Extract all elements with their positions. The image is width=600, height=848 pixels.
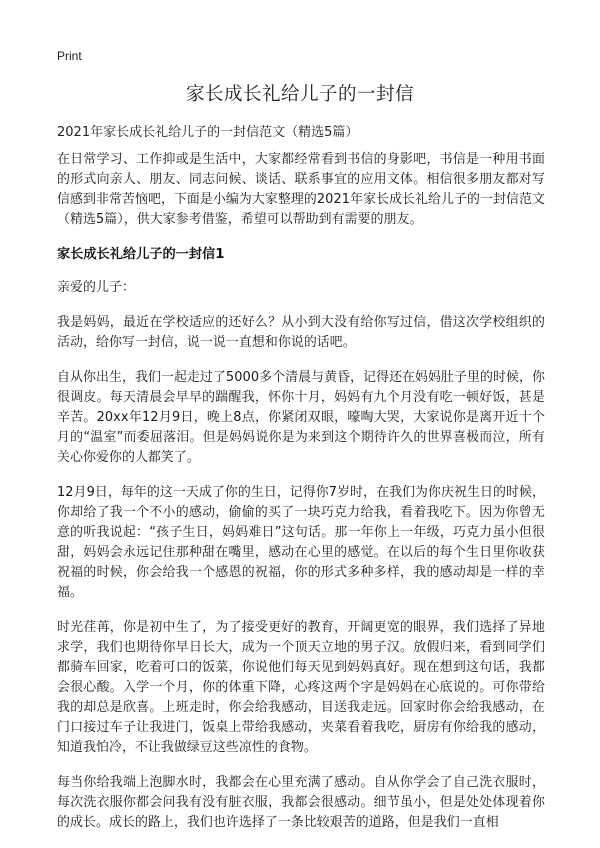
letter-paragraph: 自从你出生，我们一起走过了5000多个清晨与黄昏，记得还在妈妈肚子里的时候，你很调皮。每天清晨会早早的踹醒我，怀你十月，妈妈有九个月没有吃一顿好饭，甚是辛苦。20xx年12月9日，晚上8点，你紧闭双眼，嚎啕大哭，大家说你是离开近十个月的“温室”而委屈落泪。但是妈妈说你是为来到这个期待许久的世界喜极而泣，所有关心你爱你的人都笑了。 bbox=[57, 370, 545, 465]
letter-paragraph: 12月9日，每年的这一天成了你的生日，记得你7岁时，在我们为你庆祝生日的时候，你却给了我一个不小的感动，偷偷的买了一块巧克力给我，看着我吃下。因为你曾无意的听我说起：“孩子生日，妈妈难日”这句话。那一年你上一年级，巧克力虽小但很甜，妈妈会永远记住那种甜在嘴里，感动在心里的感觉。在以后的每个生日里你收获祝福的时候，你会给我一个感恩的祝福，你的形式多种多样，我的感动却是一样的幸福。 bbox=[57, 485, 545, 600]
letter-paragraph: 每当你给我端上泡脚水时，我都会在心里充满了感动。自从你学会了自己洗衣服时，每次洗衣服你都会问我有没有脏衣服，我都会很感动。细节虽小，但是处处体现着你的成长。成长的路上，我们也许选择了一条比较艰苦的道路，但是我们一直相 bbox=[57, 775, 545, 830]
letter-paragraph: 时光荏苒，你是初中生了，为了接受更好的教育，开阔更宽的眼界，我们选择了异地求学，我们也期待你早日长大，成为一个顶天立地的男子汉。放假归来，看到同学们都骑车回家，吃着可口的饭菜，你说他们每天见到妈妈真好。现在想到这句话，我都会很心酸。入学一个月，你的体重下降，心疼这两个字是妈妈在心底说的。可你带给我的却总是欣喜。上班走时，你会给我感动，目送我走远。回家时你会给我感动，在门口接过车子让我进门，饭桌上带给我感动，夹菜看着我吃，厨房有你给我的感动，知道我怕冷，不让我做绿豆这些凉性的食物。 bbox=[57, 620, 545, 755]
document-subtitle: 2021年家长成长礼给儿子的一封信范文（精选5篇） bbox=[57, 125, 359, 140]
section-heading: 家长成长礼给儿子的一封信1 bbox=[57, 247, 225, 262]
print-link[interactable]: Print bbox=[57, 49, 82, 63]
document-body bbox=[57, 150, 545, 848]
letter-greeting: 亲爱的儿子： bbox=[57, 280, 135, 295]
document-title: 家长成长礼给儿子的一封信 bbox=[185, 84, 414, 105]
letter-paragraph: 我是妈妈，最近在学校适应的还好么？从小到大没有给你写过信，借这次学校组织的活动，给你写一封信，说一说一直想和你说的话吧。 bbox=[57, 315, 545, 350]
intro-paragraph: 在日常学习、工作抑或是生活中，大家都经常看到书信的身影吧，书信是一种用书面的形式向亲人、朋友、同志问候、谈话、联系事宜的应用文体。相信很多朋友都对写信感到非常苦恼吧，下面是小编为大家整理的2021年家长成长礼给儿子的一封信范文（精选5篇），供大家参考借鉴，希望可以帮助到有需要的朋友。 bbox=[57, 152, 545, 227]
